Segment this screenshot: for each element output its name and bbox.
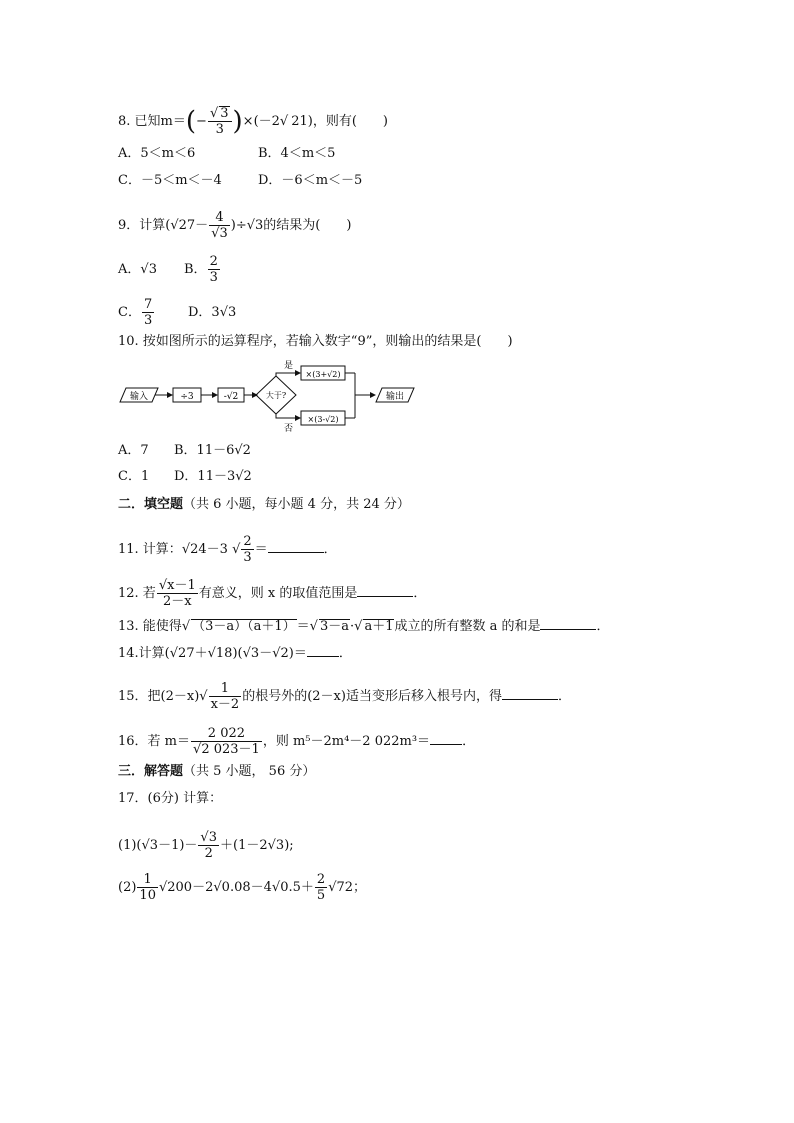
q9-options-row1	[118, 254, 221, 285]
q8-option-d[interactable]: D．－6＜m＜－5	[258, 173, 363, 188]
q15-answer-blank[interactable]	[502, 687, 558, 700]
question-9: 9．计算(√27－ $\frac{4}{√3}$ )÷√3的结果为( )	[118, 210, 352, 241]
q10-option-c[interactable]: C．1	[118, 469, 150, 484]
flow-yes-label: 是	[284, 361, 294, 371]
q8-option-c[interactable]: C．－5＜m＜－4	[118, 173, 222, 188]
flow-no-label: 否	[284, 424, 294, 432]
fraction: $\frac{√ 3}{3}$	[208, 106, 232, 137]
flow-decision-label: 大于?	[265, 391, 287, 400]
q10-option-d[interactable]: D．11－3√2	[174, 469, 252, 484]
q8-option-b[interactable]: B．4＜m＜5	[258, 146, 336, 161]
q17-part-2: (2) $\frac{1}{10}$ √200－2√0.08－4√0.5＋ $\frac{2}{5}$ √72；	[118, 872, 367, 903]
q16-answer-blank[interactable]	[430, 732, 462, 745]
q9-option-a[interactable]: A．√3	[118, 262, 157, 277]
q13-answer-blank[interactable]	[540, 617, 596, 630]
question-13: 13. 能使得√ （3－a）（a＋1）＝√ 3－a·√ a＋1成立的所有整数 a 的和是 ．	[118, 619, 610, 634]
q9-option-b[interactable]: B． $\frac{2}{3}$	[184, 254, 218, 285]
flow-no-op-label: ×(3-√2)	[307, 415, 339, 424]
q9-options-row2	[118, 297, 236, 328]
q14-answer-blank[interactable]	[307, 644, 339, 657]
question-17-title: 17．(6分) 计算：	[118, 791, 223, 806]
q17-part-1: (1)(√3－1)－ $\frac{√3}{2}$ ＋(1－2√3);	[118, 830, 294, 861]
flow-yes-op-label: ×(3+√2)	[305, 370, 341, 379]
flowchart	[118, 356, 418, 432]
question-14: 14.计算(√27＋√18)(√3－√2)＝ ．	[118, 646, 352, 661]
q10-options-row1	[118, 443, 251, 459]
q8-options-row2	[118, 173, 362, 189]
q8-option-a[interactable]: A．5＜m＜6	[118, 146, 196, 161]
question-12: 12. 若 $\frac{√x-1}{2-x}$ 有意义，则 x 的取值范围是 ．	[118, 578, 427, 609]
question-8: 8. 已知m＝(− $\frac{√ 3}{3}$ )×(－2√ 21)，则有( )	[118, 106, 388, 137]
q10-option-a[interactable]: A．7	[118, 443, 149, 458]
q9-option-c[interactable]: C． $\frac{7}{3}$	[118, 297, 153, 328]
question-15: 15．把(2－x)√ $\frac{1}{x-2}$ 的根号外的(2－x)适当变形后移入根号内，得 ．	[118, 681, 571, 712]
question-10: 10. 按如图所示的运算程序，若输入数字“9”，则输出的结果是( )	[118, 334, 513, 349]
section-3-heading: 三．解答题（共 5 小题， 56 分）	[118, 764, 316, 779]
question-16: 16．若 m＝ $\frac{2 022}{√2 023-1}$ ，则 m⁵－2m⁴－2 022m³＝ ．	[118, 726, 476, 757]
flow-input-label: 输入	[129, 392, 149, 402]
q11-answer-blank[interactable]	[268, 540, 324, 553]
flow-output-label: 输出	[385, 392, 405, 402]
flow-div-label: ÷3	[180, 392, 194, 402]
flow-minus-label: -√2	[223, 392, 239, 402]
q10-options-row2	[118, 469, 252, 485]
question-11: 11. 计算：√24－3 √ $\frac{2}{3}$ ＝ ．	[118, 534, 337, 565]
q12-answer-blank[interactable]	[357, 584, 413, 597]
q10-option-b[interactable]: B．11－6√2	[174, 443, 251, 458]
q8-options-row1	[118, 146, 335, 162]
section-2-heading: 二．填空题（共 6 小题，每小题 4 分，共 24 分）	[118, 497, 410, 512]
q9-option-d[interactable]: D．3√3	[188, 305, 237, 320]
